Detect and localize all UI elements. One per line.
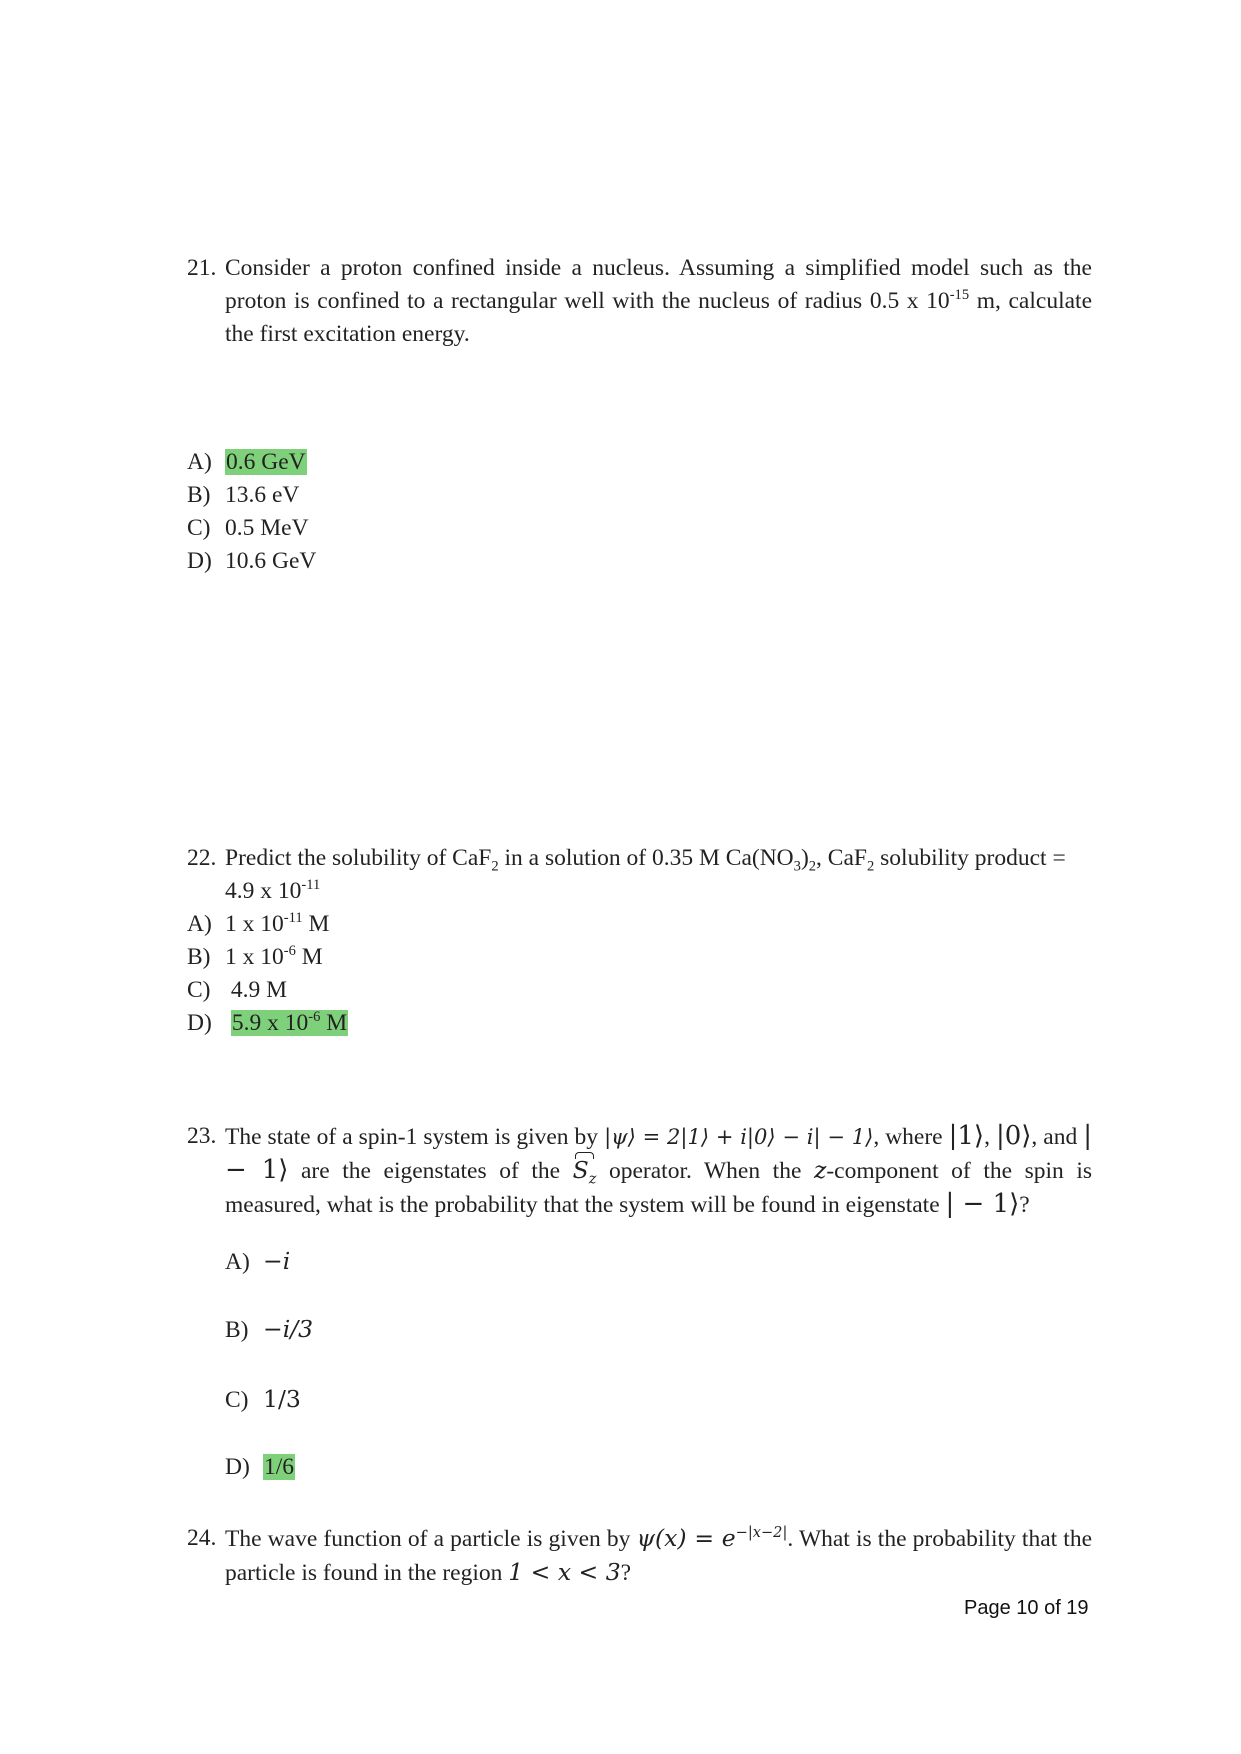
- option-b[interactable]: B) 13.6 eV: [187, 482, 300, 508]
- option-c[interactable]: C) 1/3: [225, 1385, 301, 1413]
- option-a[interactable]: A) 0.6 GeV: [187, 449, 306, 475]
- question-number: 24.: [187, 1525, 217, 1551]
- question-text: Consider a proton confined inside a nucleus. Assuming a simplified model such as the proton is confined to a rectangular well with the nucleus of radius 0.5 x $10^{-15}$ m, calculate the first excitation energy.: [225, 255, 1092, 347]
- highlighted-answer: 5.9 x $10^{-6}$ M: [231, 1009, 348, 1036]
- question-number: 22.: [187, 845, 217, 871]
- question-text: The state of a spin-1 system is given by |ψ⟩ = 2|1⟩ + i|0⟩ − i| − 1⟩, where |1⟩, |0⟩, and | − 1⟩ are the eigenstates of the $S_z$ operator. When the z-component of the spin is measured, what is the probability that the system will be found in eigenstate | − 1⟩?: [225, 1121, 1093, 1219]
- option-d[interactable]: D) 10.6 GeV: [187, 548, 317, 574]
- option-a[interactable]: A) −i: [225, 1247, 291, 1275]
- state-equation: |ψ⟩ = 2|1⟩ + i|0⟩ − i| − 1⟩: [604, 1125, 874, 1149]
- question-24: [187, 1522, 1092, 1590]
- option-c[interactable]: C) 4.9 M: [187, 977, 288, 1003]
- options-21: [187, 446, 316, 578]
- options-22: [187, 908, 348, 1040]
- option-d[interactable]: D) 5.9 x $10^{-6}$ M: [187, 1009, 348, 1036]
- operator-symbol: $S_z$: [572, 1156, 597, 1188]
- wave-function: ψ(x) = e: [636, 1524, 736, 1552]
- question-22: [187, 842, 1092, 908]
- page-number: Page 10 of 19: [964, 1597, 1089, 1619]
- option-a[interactable]: A) 1 x $10^{-11}$ M: [187, 910, 330, 937]
- highlighted-answer: 1/6: [264, 1454, 295, 1480]
- option-b[interactable]: B) −i/3: [225, 1315, 314, 1343]
- option-d[interactable]: D) 1/6: [225, 1454, 295, 1480]
- question-21: [187, 252, 1092, 351]
- options-23: [225, 1245, 313, 1517]
- region: 1 < x < 3: [508, 1558, 621, 1586]
- question-23: [187, 1120, 1092, 1222]
- question-number: 23.: [187, 1123, 217, 1149]
- option-b[interactable]: B) 1 x $10^{-6}$ M: [187, 943, 323, 970]
- question-number: 21.: [187, 255, 217, 281]
- highlighted-answer: 0.6 GeV: [226, 449, 306, 475]
- question-text: The wave function of a particle is given by $\psi(x) = e^{-|x-2|}$. What is the probability that the particle is found in the region 1 < x < 3?: [225, 1524, 1093, 1586]
- question-text: Predict the solubility of CaF$_2$ in a solution of 0.35 M $Ca(NO_3)_2$, CaF$_2$ solubility product = 4.9 x $10^{-11}$: [225, 845, 1066, 904]
- option-c[interactable]: C) 0.5 MeV: [187, 515, 309, 541]
